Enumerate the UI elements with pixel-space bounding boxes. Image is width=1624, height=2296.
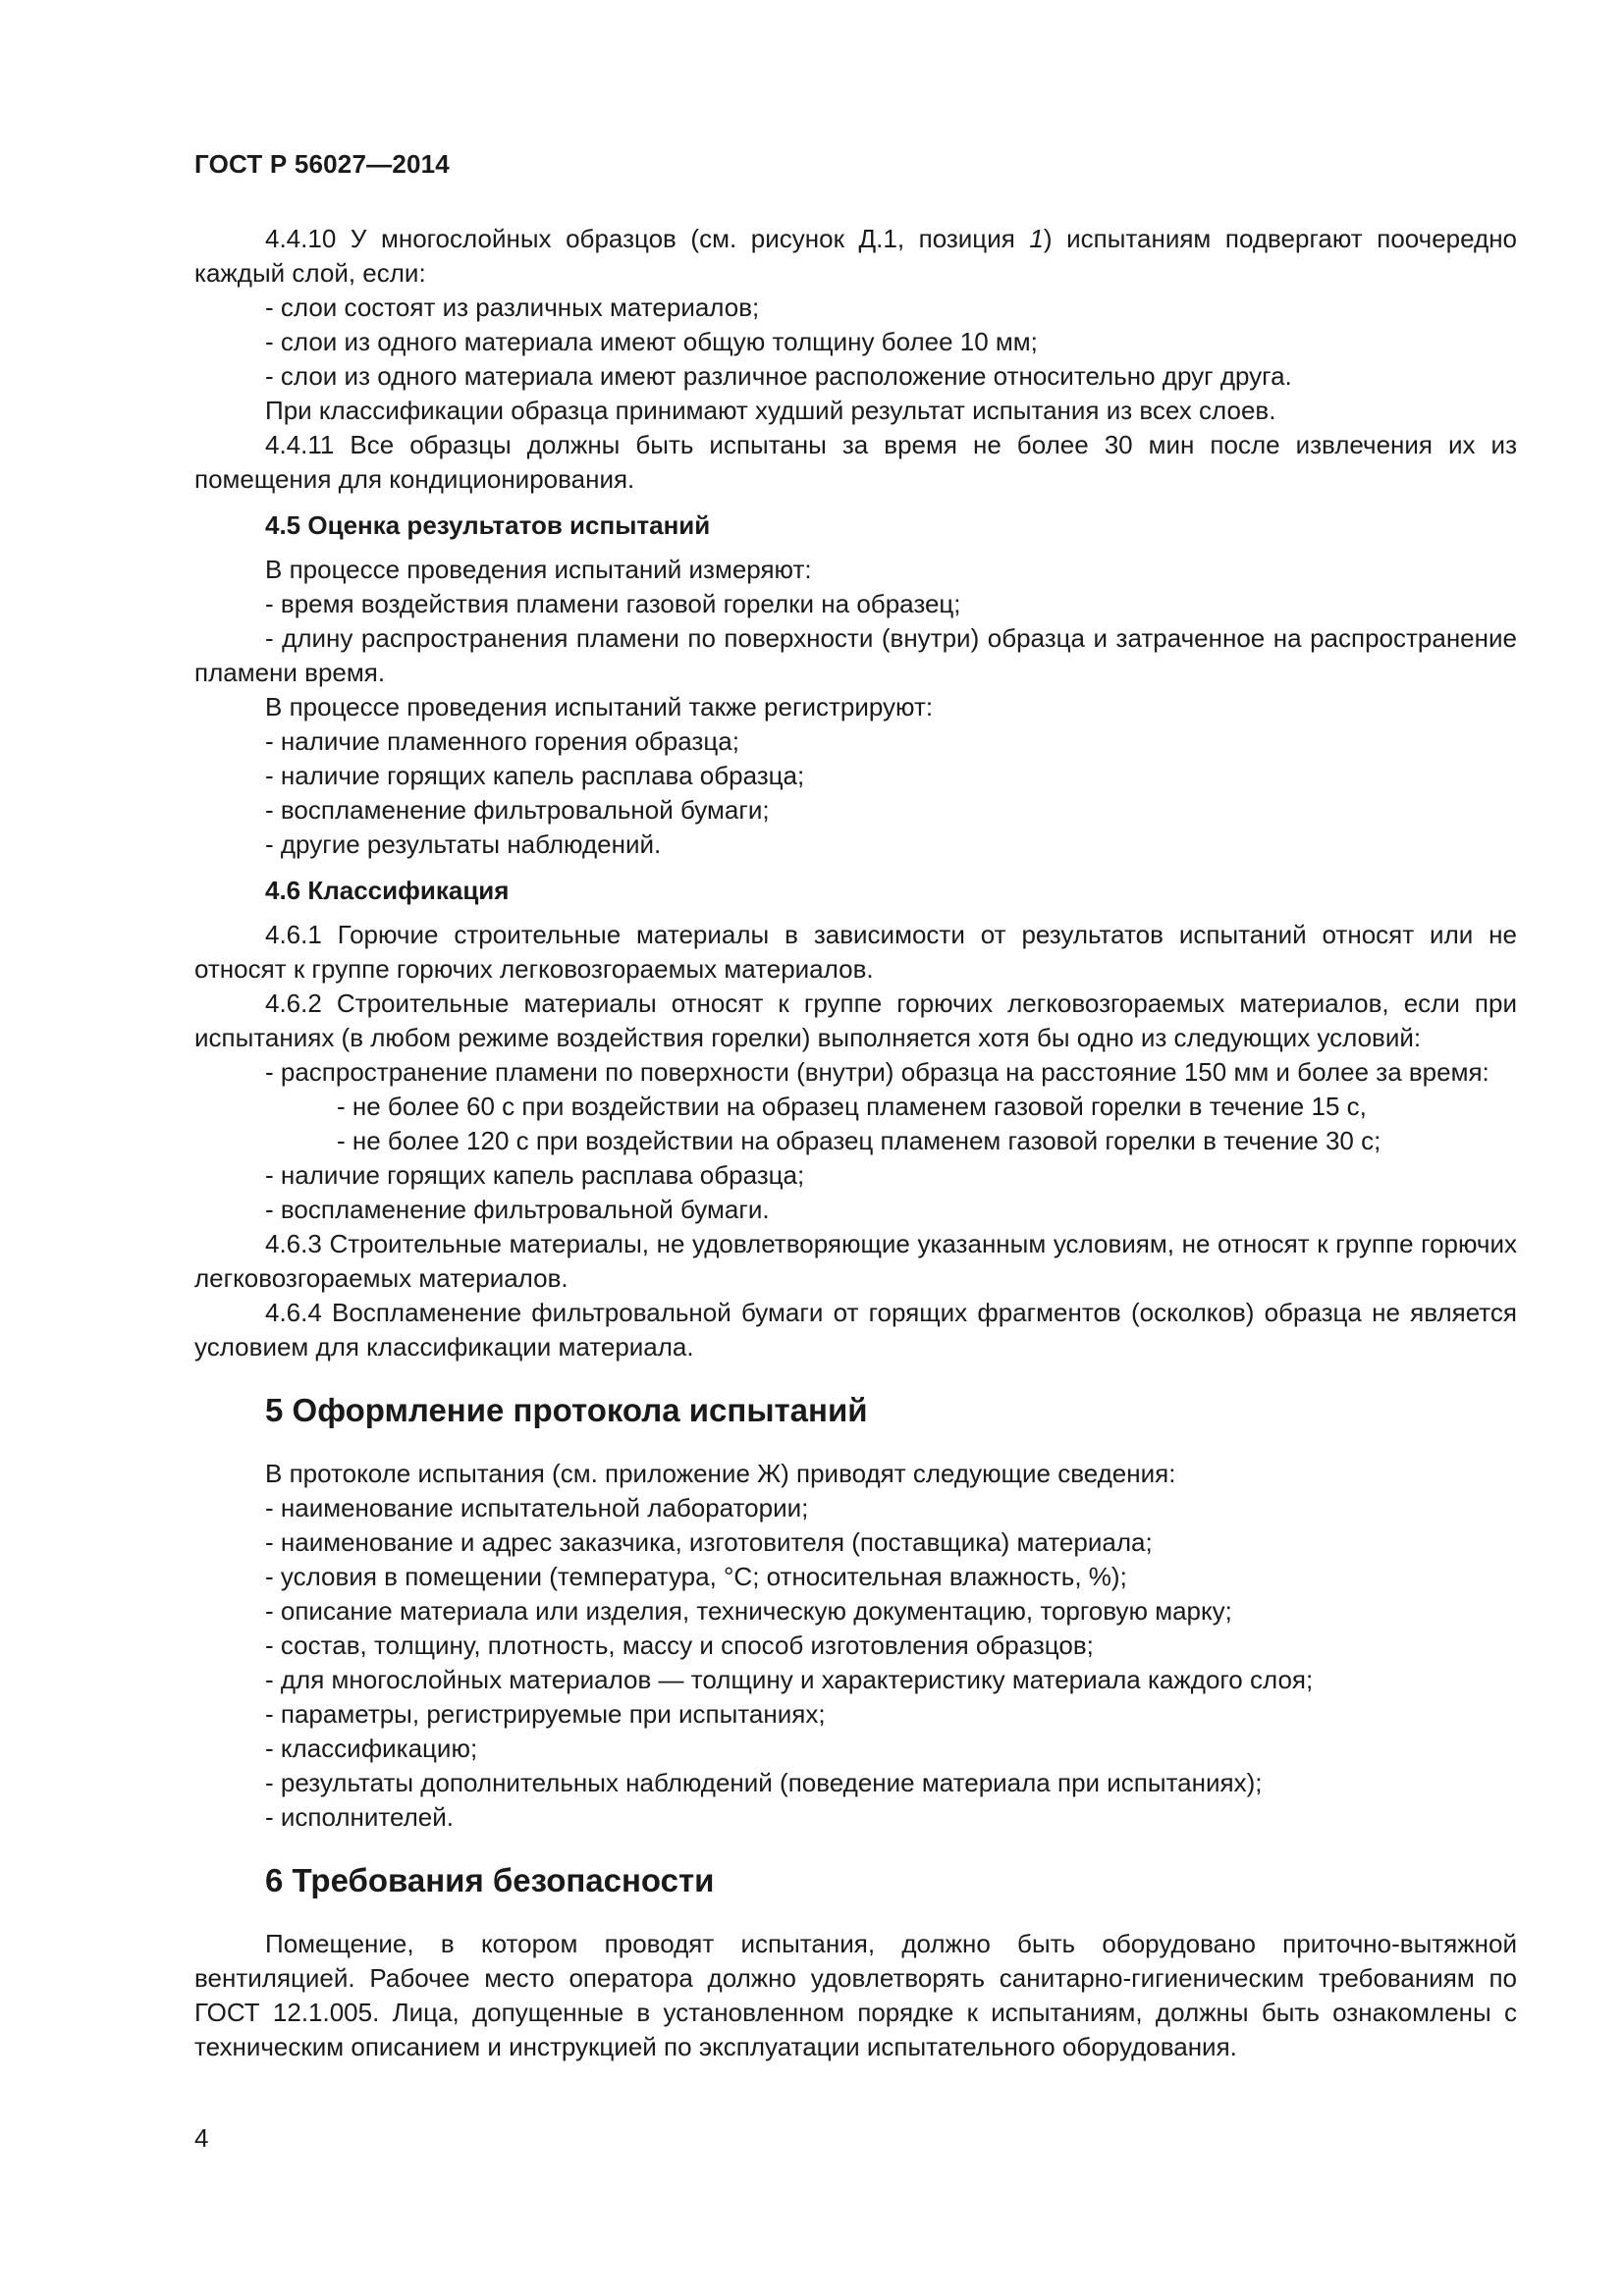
paragraph-4-4-10-start: 4.4.10 У многослойных образцов (см. рисунок Д.1, позиция bbox=[265, 224, 1030, 253]
paragraph-4-4-10-end: ) испытаниям подвергают поочередно каждый слой, если: bbox=[194, 224, 1518, 288]
list-item: - результаты дополнительных наблюдений (поведение материала при испытаниях); bbox=[265, 1768, 1263, 1797]
list-item: - слои из одного материала имеют общую толщину более 10 мм; bbox=[265, 327, 1038, 356]
paragraph-4-6-3: 4.6.3 Строительные материалы, не удовлетворяющие указанным условиям, не относят к группе горючих легковозгораемых материалов. bbox=[194, 1229, 1517, 1293]
paragraph-4-4-10 bbox=[194, 222, 1517, 291]
list-subitem: - не более 120 с при воздействии на образец пламенем газовой горелки в течение 30 с; bbox=[337, 1126, 1381, 1155]
list-subitem: - не более 60 с при воздействии на образец пламенем газовой горелки в течение 15 с, bbox=[337, 1092, 1367, 1121]
paragraph-4-4-11: 4.4.11 Все образцы должны быть испытаны за время не более 30 мин после извлечения их из помещения для кондиционирования. bbox=[194, 430, 1517, 494]
list-item: - условия в помещении (температура, °С; относительная влажность, %); bbox=[265, 1562, 1127, 1591]
list-item: - воспламенение фильтровальной бумаги. bbox=[265, 1195, 770, 1224]
figure-position-italic: 1 bbox=[1029, 224, 1044, 253]
list-item: - исполнителей. bbox=[265, 1802, 455, 1832]
list-item: - для многослойных материалов — толщину и характеристику материала каждого слоя; bbox=[265, 1665, 1314, 1694]
document-header: ГОСТ Р 56027—2014 bbox=[194, 149, 450, 179]
list-item: - наименование и адрес заказчика, изготовителя (поставщика) материала; bbox=[265, 1527, 1153, 1557]
document-body bbox=[194, 222, 1517, 2064]
heading-4-5: 4.5 Оценка результатов испытаний bbox=[265, 510, 711, 540]
paragraph-safety: Помещение, в котором проводят испытания, должно быть оборудовано приточно-вытяжной вентиляцией. Рабочее место оператора должно удовлетворять санитарно-гигиеническим требованиям по ГОСТ 12.1.005. Лица, допущенные в установленном порядке к испытаниям, должны быть ознакомлены с техническим описанием и инструкцией по эксплуатации испытательного оборудования. bbox=[194, 1929, 1517, 2061]
list-item: - время воздействия пламени газовой горелки на образец; bbox=[265, 589, 961, 618]
list-item: - параметры, регистрируемые при испытаниях; bbox=[265, 1699, 826, 1729]
heading-4-6: 4.6 Классификация bbox=[265, 876, 510, 905]
list-item: - наименование испытательной лаборатории; bbox=[265, 1493, 809, 1522]
paragraph-protocol-intro: В протоколе испытания (см. приложение Ж) приводят следующие сведения: bbox=[265, 1459, 1176, 1488]
list-item: - слои состоят из различных материалов; bbox=[265, 293, 760, 322]
list-item: - другие результаты наблюдений. bbox=[265, 829, 662, 859]
paragraph-4-6-4: 4.6.4 Воспламенение фильтровальной бумаги от горящих фрагментов (осколков) образца не является условием для классификации материала. bbox=[194, 1298, 1517, 1362]
paragraph-classification-note: При классификации образца принимают худший результат испытания из всех слоев. bbox=[265, 396, 1276, 425]
list-item: - длину распространения пламени по поверхности (внутри) образца и затраченное на распространение пламени время. bbox=[194, 623, 1517, 687]
paragraph-registered-intro: В процессе проведения испытаний также регистрируют: bbox=[265, 692, 934, 721]
list-item: - наличие горящих капель расплава образца; bbox=[265, 761, 805, 790]
page-number: 4 bbox=[194, 2123, 209, 2153]
list-item: - наличие горящих капель расплава образца; bbox=[265, 1160, 805, 1190]
list-item: - состав, толщину, плотность, массу и способ изготовления образцов; bbox=[265, 1630, 1094, 1660]
list-item: - описание материала или изделия, техническую документацию, торговую марку; bbox=[265, 1596, 1232, 1626]
paragraph-measured-intro: В процессе проведения испытаний измеряют: bbox=[265, 555, 812, 584]
list-item: - наличие пламенного горения образца; bbox=[265, 726, 739, 756]
list-item: - воспламенение фильтровальной бумаги; bbox=[265, 795, 770, 825]
list-item: - слои из одного материала имеют различное расположение относительно друг друга. bbox=[265, 361, 1292, 391]
heading-section-6: 6 Требования безопасности bbox=[265, 1862, 715, 1898]
list-item: - классификацию; bbox=[265, 1734, 478, 1763]
list-item: - распространение пламени по поверхности (внутри) образца на расстояние 150 мм и более за время: bbox=[265, 1057, 1489, 1087]
paragraph-4-6-1: 4.6.1 Горючие строительные материалы в зависимости от результатов испытаний относят или не относят к группе горючих легковозгораемых материалов. bbox=[194, 920, 1517, 984]
heading-section-5: 5 Оформление протокола испытаний bbox=[265, 1392, 868, 1428]
paragraph-4-6-2: 4.6.2 Строительные материалы относят к группе горючих легковозгораемых материалов, если при испытаниях (в любом режиме воздействия горелки) выполняется хотя бы одно из следующих условий: bbox=[194, 988, 1517, 1052]
